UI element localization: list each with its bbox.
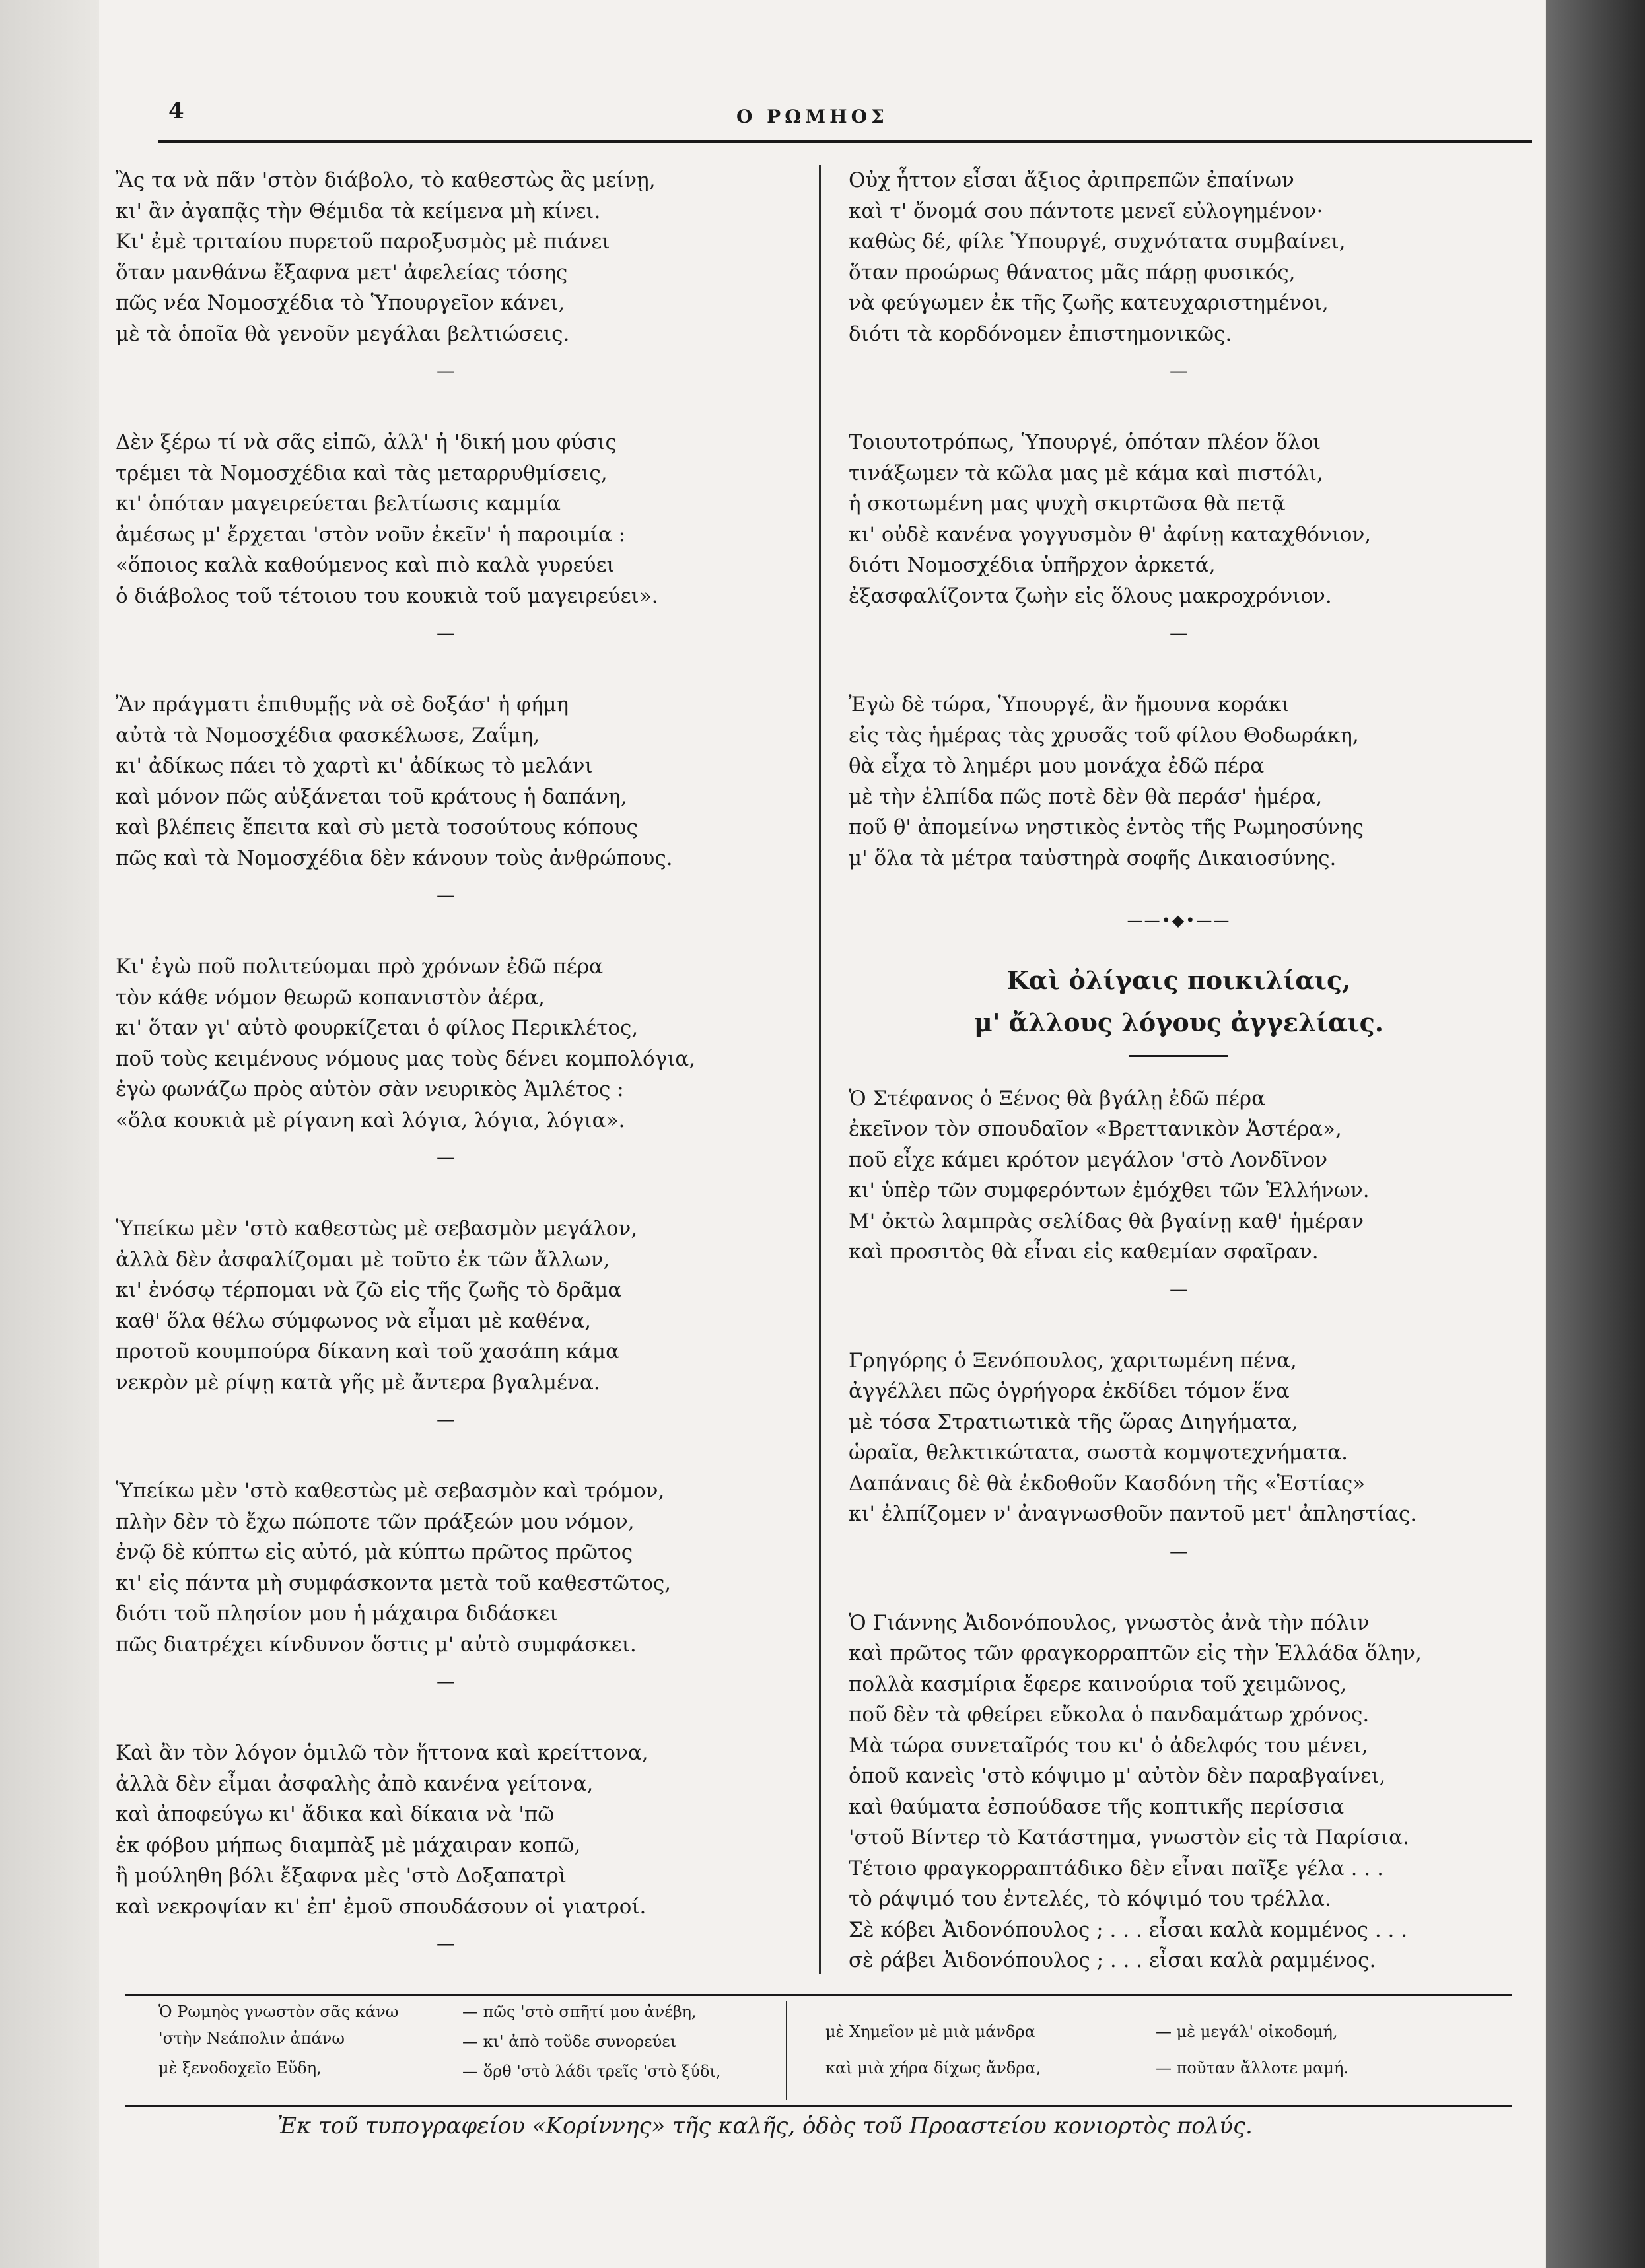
stanza-separator: — bbox=[437, 884, 455, 906]
verse-line: ἐνῷ δὲ κύπτω εἰς αὐτό, μὰ κύπτω πρῶτος πρῶτος bbox=[116, 1540, 633, 1564]
verse-line: καθ' ὅλα θέλω σύμφωνος νὰ εἶμαι μὲ καθένα, bbox=[116, 1309, 592, 1333]
notice-stanza bbox=[849, 1083, 1509, 1268]
verse-line: καὶ ἀποφεύγω κι' ἄδικα καὶ δίκαια νὰ 'πῶ bbox=[116, 1803, 555, 1826]
verse-line: νεκρὸν μὲ ρίψῃ κατὰ γῆς μὲ ἄντερα βγαλμένα. bbox=[116, 1370, 600, 1394]
footer-far-right-line-1: — μὲ μεγάλ' οἰκοδομή, bbox=[1156, 2022, 1338, 2041]
verse-line: καὶ θαύματα ἐσπούδασε τῆς κοπτικῆς περίσσια bbox=[849, 1795, 1345, 1819]
verse-line: Ὁ Στέφανος ὁ Ξένος θὰ βγάλῃ ἐδῶ πέρα bbox=[849, 1086, 1266, 1111]
verse-line: κι' ἐνόσῳ τέρπομαι νὰ ζῶ εἰς τῆς ζωῆς τὸ δρᾶμα bbox=[116, 1278, 622, 1302]
stanza-separator: — bbox=[437, 1933, 455, 1954]
page-number: 4 bbox=[168, 98, 184, 124]
verse-line: καὶ προσιτὸς θὰ εἶναι εἰς καθεμίαν σφαῖραν. bbox=[849, 1240, 1319, 1264]
footer-advertisement bbox=[125, 1994, 1512, 2107]
verse-line: ποῦ εἶχε κάμει κρότον μεγάλον 'στὸ Λονδῖνον bbox=[849, 1148, 1328, 1172]
footer-middle-line-3: — ὅρθ 'στὸ λάδι τρεῖς 'στὸ ξύδι, bbox=[462, 2062, 721, 2080]
verse-line: Μ' ὀκτὼ λαμπρὰς σελίδας θὰ βγαίνῃ καθ' ἡμέραν bbox=[849, 1209, 1364, 1233]
verse-line: ἐκ φόβου μήπως διαμπὰξ μὲ μάχαιραν κοπῶ, bbox=[116, 1833, 581, 1857]
verse-line: ἐξασφαλίζοντα ζωὴν εἰς ὅλους μακροχρόνιον. bbox=[849, 584, 1332, 608]
left-column bbox=[116, 165, 776, 2000]
verse-line: πῶς διατρέχει κίνδυνον ὅστις μ' αὐτὸ συμφάσκει. bbox=[116, 1632, 637, 1657]
verse-line: ὅταν μανθάνω ἔξαφνα μετ' ἀφελείας τόσης bbox=[116, 260, 568, 285]
poem-stanza bbox=[849, 427, 1509, 611]
stanza-separator: — bbox=[437, 1146, 455, 1168]
verse-line: σὲ ράβει Ἀιδονόπουλος ; . . . εἶσαι καλὰ ραμμένος. bbox=[849, 1948, 1376, 1972]
verse-line: «ὅλα κουκιὰ μὲ ρίγανη καὶ λόγια, λόγια, λόγια». bbox=[116, 1108, 625, 1132]
page-binding-shadow bbox=[1546, 0, 1645, 2268]
verse-line: Γρηγόρης ὁ Ξενόπουλος, χαριτωμένη πένα, bbox=[849, 1348, 1297, 1373]
verse-line: διότι τοῦ πλησίον μου ἡ μάχαιρα διδάσκει bbox=[116, 1602, 558, 1626]
verse-line: νὰ φεύγωμεν ἐκ τῆς ζωῆς κατευχαριστημένοι, bbox=[849, 291, 1329, 315]
verse-line: Κι' ἐμὲ τριταίου πυρετοῦ παροξυσμὸς μὲ πιάνει bbox=[116, 230, 610, 254]
verse-line: τρέμει τὰ Νομοσχέδια καὶ τὰς μεταρρυθμίσεις, bbox=[116, 461, 608, 485]
verse-line: καὶ βλέπεις ἔπειτα καὶ σὺ μετὰ τοσούτους κόπους bbox=[116, 815, 638, 839]
verse-line: κι' ὁπόταν μαγειρεύεται βελτίωσις καμμία bbox=[116, 492, 561, 516]
verse-line: 'στοῦ Βίντερ τὸ Κατάστημα, γνωστὸν εἰς τὰ Παρίσια. bbox=[849, 1826, 1409, 1849]
verse-line: καθὼς δέ, φίλε Ὑπουργέ, συχνότατα συμβαίνει, bbox=[849, 230, 1346, 254]
column-divider bbox=[819, 165, 821, 1974]
notice-stanza bbox=[849, 1346, 1509, 1530]
verse-line: Ἐγὼ δὲ τώρα, Ὑπουργέ, ἂν ἤμουνα κοράκι bbox=[849, 693, 1290, 716]
verse-line: Σὲ κόβει Ἀιδονόπουλος ; . . . εἶσαι καλὰ κομμένος . . . bbox=[849, 1917, 1408, 1942]
verse-line: καὶ τ' ὄνομά σου πάντοτε μενεῖ εὐλογημένον· bbox=[849, 199, 1323, 223]
verse-line: μὲ τὴν ἐλπίδα πῶς ποτὲ δὲν θὰ περάσ' ἡμέρα, bbox=[849, 784, 1323, 809]
verse-line: ποῦ τοὺς κειμένους νόμους μας τοὺς δένει κομπολόγια, bbox=[116, 1047, 696, 1071]
verse-line: Ὁ Γιάννης Ἀιδονόπουλος, γνωστὸς ἀνὰ τὴν πόλιν bbox=[849, 1610, 1370, 1635]
verse-line: ὁ διάβολος τοῦ τέτοιου του κουκιὰ τοῦ μαγειρεύει». bbox=[116, 584, 658, 608]
verse-line: καὶ μόνον πῶς αὐξάνεται τοῦ κράτους ἡ δαπάνη, bbox=[116, 784, 627, 809]
stanza-separator: — bbox=[437, 1670, 455, 1692]
verse-line: καὶ νεκροψίαν κι' ἐπ' ἐμοῦ σπουδάσουν οἱ γιατροί. bbox=[116, 1894, 647, 1919]
verse-line: ἐγὼ φωνάζω πρὸς αὐτὸν σὰν νευρικὸς Ἀμλέτος : bbox=[116, 1078, 624, 1101]
footer-middle-line-1: — πῶς 'στὸ σπῆτί μου ἀνέβη, bbox=[462, 2003, 697, 2021]
heading-rule bbox=[1129, 1055, 1228, 1057]
verse-line: ὁποῦ κανεὶς 'στὸ κόψιμο μ' αὐτὸν δὲν παραβγαίνει, bbox=[849, 1764, 1386, 1788]
verse-line: Ἂς τα νὰ πᾶν 'στὸν διάβολο, τὸ καθεστὼς ἂς μείνῃ, bbox=[116, 168, 656, 192]
verse-line: κι' εἰς πάντα μὴ συμφάσκοντα μετὰ τοῦ καθεστῶτος, bbox=[116, 1571, 672, 1595]
verse-line: ὡραῖα, θελκτικώτατα, σωστὰ κομψοτεχνήματα. bbox=[849, 1441, 1348, 1464]
poem-stanza bbox=[849, 689, 1509, 874]
verse-line: πολλὰ κασμίρια ἔφερε καινούρια τοῦ χειμῶνος, bbox=[849, 1672, 1347, 1696]
stanza-separator: — bbox=[437, 1408, 455, 1430]
verse-line: ποῦ θ' ἀπομείνω νηστικὸς ἐντὸς τῆς Ρωμηοσύνης bbox=[849, 815, 1364, 839]
verse-line: διότι τὰ κορδόνομεν ἐπιστημονικῶς. bbox=[849, 322, 1232, 346]
verse-line: ὅταν προώρως θάνατος μᾶς πάρῃ φυσικός, bbox=[849, 260, 1296, 285]
printer-imprint: Ἐκ τοῦ τυπογραφείου «Κορίννης» τῆς καλῆς, ὁδὸς τοῦ Προαστείου κονιορτὸς πολύς. bbox=[277, 2113, 1253, 2139]
verse-line: Ὑπείκω μὲν 'στὸ καθεστὼς μὲ σεβασμὸν μεγάλον, bbox=[116, 1217, 638, 1241]
verse-line: κι' οὐδὲ κανένα γογγυσμὸν θ' ἀφίνῃ καταχθόνιον, bbox=[849, 522, 1372, 547]
verse-line: Κι' ἐγὼ ποῦ πολιτεύομαι πρὸ χρόνων ἐδῶ πέρα bbox=[116, 955, 604, 979]
footer-divider bbox=[786, 2001, 787, 2100]
section-subheading: μ' ἄλλους λόγους ἀγγελίαις. bbox=[974, 1007, 1383, 1037]
section-heading: Καὶ ὀλίγαις ποικιλίαις, bbox=[1006, 965, 1351, 995]
verse-line: τὸν κάθε νόμον θεωρῶ κοπανιστὸν ἀέρα, bbox=[116, 985, 545, 1010]
poem-stanza bbox=[849, 165, 1509, 349]
stanza-separator: — bbox=[1170, 1278, 1188, 1300]
verse-line: μὲ τόσα Στρατιωτικὰ τῆς ὥρας Διηγήματα, bbox=[849, 1410, 1298, 1434]
verse-line: κι' ἀδίκως πάει τὸ χαρτὶ κι' ἀδίκως τὸ μελάνι bbox=[116, 754, 593, 778]
footer-left-line-3: μὲ ξενοδοχεῖο Εὔδη, bbox=[158, 2059, 322, 2077]
section-ornament: ——•◆•—— bbox=[1127, 911, 1231, 930]
footer-right-line-2: καὶ μιὰ χήρα δίχως ἄνδρα, bbox=[825, 2059, 1041, 2077]
verse-line: Ἂν πράγματι ἐπιθυμῇς νὰ σὲ δοξάσ' ἡ φήμη bbox=[116, 693, 569, 716]
verse-line: καὶ πρῶτος τῶν φραγκορραπτῶν εἰς τὴν Ἑλλάδα ὅλην, bbox=[849, 1641, 1422, 1665]
poem-stanza bbox=[116, 427, 776, 611]
footer-far-right-line-2: — ποῦταν ἄλλοτε μαμή. bbox=[1156, 2059, 1348, 2077]
poem-stanza bbox=[116, 951, 776, 1136]
stanza-separator: — bbox=[1170, 1540, 1188, 1562]
verse-line: ἀλλὰ δὲν ἀσφαλίζομαι μὲ τοῦτο ἐκ τῶν ἄλλων, bbox=[116, 1247, 610, 1272]
verse-line: κι' ὅταν γι' αὐτὸ φουρκίζεται ὁ φίλος Περικλέτος, bbox=[116, 1016, 639, 1040]
right-column bbox=[849, 165, 1509, 2054]
verse-line: ἀλλὰ δὲν εἶμαι ἀσφαλὴς ἀπὸ κανένα γείτονα, bbox=[116, 1771, 594, 1796]
stanza-separator: — bbox=[437, 360, 455, 382]
poem-stanza bbox=[116, 689, 776, 874]
stanza-separator: — bbox=[1170, 360, 1188, 382]
verse-line: Τοιουτοτρόπως, Ὑπουργέ, ὁπόταν πλέον ὅλοι bbox=[849, 430, 1321, 454]
verse-line: κι' ἐλπίζομεν ν' ἀναγνωσθοῦν παντοῦ μετ' ἀπληστίας. bbox=[849, 1502, 1417, 1526]
verse-line: προτοῦ κουμπούρα δίκανη καὶ τοῦ χασάπη κάμα bbox=[116, 1340, 619, 1363]
page-header bbox=[168, 98, 1529, 144]
verse-line: ἡ σκοτωμένη μας ψυχὴ σκιρτῶσα θὰ πετᾷ bbox=[849, 492, 1286, 516]
verse-line: πλὴν δὲν τὸ ἔχω πώποτε τῶν πράξεών μου νόμον, bbox=[116, 1509, 635, 1534]
verse-line: διότι Νομοσχέδια ὑπῆρχον ἀρκετά, bbox=[849, 553, 1216, 577]
footer-left-line-2: 'στὴν Νεάπολιν ἀπάνω bbox=[158, 2029, 345, 2047]
verse-line: ποῦ δὲν τὰ φθείρει εὔκολα ὁ πανδαμάτωρ χρόνος. bbox=[849, 1703, 1370, 1727]
verse-line: μ' ὅλα τὰ μέτρα ταὐστηρὰ σοφῆς Δικαιοσύνης. bbox=[849, 846, 1337, 870]
verse-line: Δὲν ξέρω τί νὰ σᾶς εἰπῶ, ἀλλ' ἡ 'δική μου φύσις bbox=[116, 430, 617, 454]
verse-line: εἰς τὰς ἡμέρας τὰς χρυσᾶς τοῦ φίλου Θοδωράκη, bbox=[849, 723, 1359, 747]
poem-stanza bbox=[116, 1476, 776, 1660]
verse-line: Καὶ ἂν τὸν λόγον ὁμιλῶ τὸν ἥττονα καὶ κρείττονα, bbox=[116, 1741, 648, 1765]
footer-middle-line-2: — κι' ἀπὸ τοῦδε συνορεύει bbox=[462, 2032, 677, 2051]
masthead-title: Ο ΡΩΜΗΟΣ bbox=[736, 106, 888, 127]
verse-line: ἀμέσως μ' ἔρχεται 'στὸν νοῦν ἐκεῖν' ἡ παροιμία : bbox=[116, 522, 626, 547]
verse-line: κι' ὑπὲρ τῶν συμφερόντων ἐμόχθει τῶν Ἑλλήνων. bbox=[849, 1179, 1370, 1202]
verse-line: μὲ τὰ ὁποῖα θὰ γενοῦν μεγάλαι βελτιώσεις. bbox=[116, 322, 570, 346]
verse-line: ἐκεῖνον τὸν σπουδαῖον «Βρεττανικὸν Ἀστέρα», bbox=[849, 1117, 1342, 1141]
verse-line: Τέτοιο φραγκορραπτάδικο δὲν εἶναι παῖξε γέλα . . . bbox=[849, 1856, 1383, 1880]
verse-line: «ὅποιος καλὰ καθούμενος καὶ πιὸ καλὰ γυρεύει bbox=[116, 553, 615, 577]
verse-line: κι' ἂν ἀγαπᾷς τὴν Θέμιδα τὰ κείμενα μὴ κίνει. bbox=[116, 199, 601, 223]
verse-line: ἀγγέλλει πῶς ὀγρήγορα ἐκδίδει τόμον ἕνα bbox=[849, 1379, 1290, 1403]
verse-line: Ὑπείκω μὲν 'στὸ καθεστὼς μὲ σεβασμὸν καὶ τρόμον, bbox=[116, 1479, 665, 1503]
verse-line: ἢ μούληθη βόλι ἔξαφνα μὲς 'στὸ Δοξαπατρὶ bbox=[116, 1864, 567, 1888]
verse-line: Οὐχ ἧττον εἶσαι ἄξιος ἀριπρεπῶν ἐπαίνων bbox=[849, 168, 1294, 192]
stanza-separator: — bbox=[437, 622, 455, 644]
header-rule bbox=[158, 140, 1532, 143]
footer-right-line-1: μὲ Χημεῖον μὲ μιὰ μάνδρα bbox=[825, 2022, 1035, 2041]
poem-stanza bbox=[116, 1738, 776, 1922]
verse-line: πῶς καὶ τὰ Νομοσχέδια δὲν κάνουν τοὺς ἀνθρώπους. bbox=[116, 846, 673, 870]
page-margin-left bbox=[0, 0, 99, 2268]
verse-line: πῶς νέα Νομοσχέδια τὸ Ὑπουργεῖον κάνει, bbox=[116, 291, 565, 315]
verse-line: Δαπάναις δὲ θὰ ἐκδοθοῦν Κασδόνη τῆς «Ἑστίας» bbox=[849, 1471, 1366, 1495]
poem-stanza bbox=[116, 1214, 776, 1398]
verse-line: αὐτὰ τὰ Νομοσχέδια φασκέλωσε, Ζαΐμη, bbox=[116, 723, 540, 747]
footer-left-line-1: Ὁ Ρωμηὸς γνωστὸν σᾶς κάνω bbox=[158, 2003, 399, 2021]
notice-stanza bbox=[849, 1608, 1509, 1976]
poem-stanza bbox=[116, 165, 776, 349]
verse-line: Μὰ τώρα συνεταῖρός του κι' ὁ ἀδελφός του μένει, bbox=[849, 1733, 1368, 1758]
verse-line: τὸ ράψιμό του ἐντελές, τὸ κόψιμό του τρέλλα. bbox=[849, 1887, 1331, 1911]
stanza-separator: — bbox=[1170, 622, 1188, 644]
verse-line: τινάξωμεν τὰ κῶλα μας μὲ κάμα καὶ πιστόλι, bbox=[849, 461, 1324, 485]
verse-line: θὰ εἶχα τὸ λημέρι μου μονάχα ἐδῶ πέρα bbox=[849, 754, 1265, 778]
